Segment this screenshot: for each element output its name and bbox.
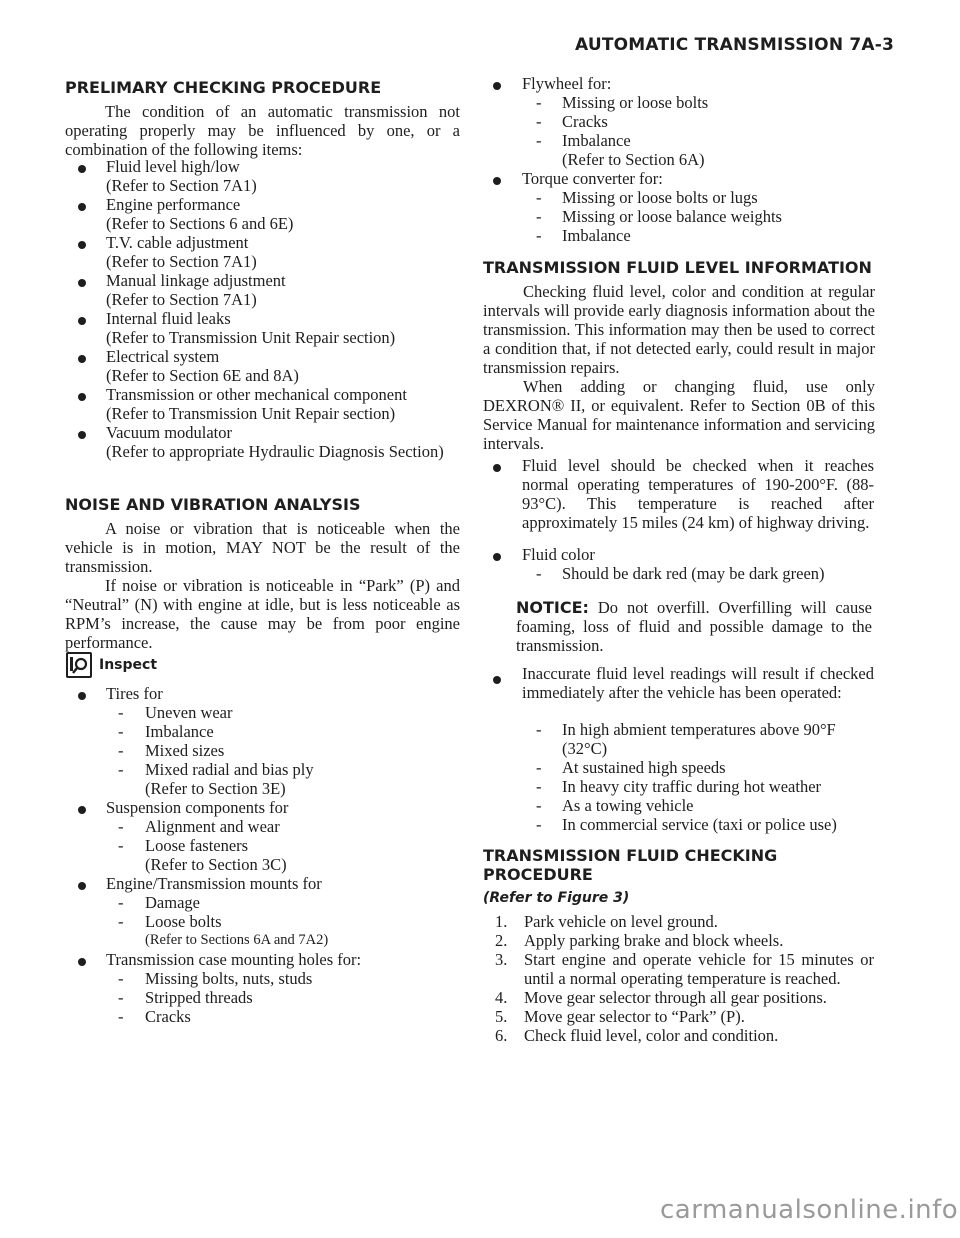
flywheel-sub-3: Imbalance — [562, 131, 631, 150]
bullet-icon — [78, 279, 86, 287]
prelim-intro: The condition of an automatic transmission not operating properly may be influenced by one, or a combination of the following items: — [65, 102, 460, 159]
dash: - — [118, 893, 124, 912]
case-item: Transmission case mounting holes for: — [106, 950, 362, 969]
dash: - — [536, 207, 542, 226]
converter-sub-3: Imbalance — [562, 226, 631, 245]
prelim-item-4: Manual linkage adjustment — [106, 271, 286, 290]
bullet-icon — [78, 431, 86, 439]
prelim-item-7: Transmission or other mechanical component — [106, 385, 407, 404]
prelim-item-4-ref: (Refer to Section 7A1) — [106, 290, 257, 309]
flywheel-sub-2: Cracks — [562, 112, 608, 131]
mounts-item: Engine/Transmission mounts for — [106, 874, 322, 893]
dash: - — [118, 1007, 124, 1026]
step-5: Move gear selector to “Park” (P). — [524, 1007, 745, 1026]
tires-sub-1: Uneven wear — [145, 703, 233, 722]
fluid-bullet-3-sub-1: In high abmient temperatures above 90°F (32°C) — [562, 720, 836, 758]
prelim-item-6: Electrical system — [106, 347, 220, 366]
dash: - — [118, 817, 124, 836]
converter-item: Torque converter for: — [522, 169, 663, 188]
fluid-bullet-3-sub-5: In commercial service (taxi or police use) — [562, 815, 837, 834]
prelim-item-5-ref: (Refer to Transmission Unit Repair section) — [106, 328, 396, 347]
notice-block — [516, 598, 872, 655]
fluid-info-p2: When adding or changing fluid, use only DEXRON® II, or equivalent. Refer to Section 0B of this Service Manual for maintenance information and servicing intervals. — [483, 377, 875, 453]
step-6: Check fluid level, color and condition. — [524, 1026, 779, 1045]
converter-sub-1: Missing or loose bolts or lugs — [562, 188, 758, 207]
tires-item: Tires for — [106, 684, 163, 703]
fluid-bullet-3: Inaccurate fluid level readings will result if checked immediately after the vehicle has been operated: — [522, 664, 874, 702]
fluid-bullet-2: Fluid color — [522, 545, 595, 564]
dash: - — [536, 720, 542, 739]
converter-sub-2: Missing or loose balance weights — [562, 207, 782, 226]
dash: - — [118, 969, 124, 988]
dash: - — [536, 815, 542, 834]
dash: - — [536, 226, 542, 245]
dash: - — [536, 112, 542, 131]
case-sub-3: Cracks — [145, 1007, 191, 1026]
fluid-info-heading: TRANSMISSION FLUID LEVEL INFORMATION — [483, 258, 872, 277]
dash: - — [118, 722, 124, 741]
case-sub-1: Missing bolts, nuts, studs — [145, 969, 313, 988]
bullet-icon — [78, 203, 86, 211]
noise-p2: If noise or vibration is noticeable in “Park” (P) and “Neutral” (N) with engine at idle, but is less noticeable as RPM’s increase, the cause may be from poor engine performance. — [65, 576, 460, 652]
dash: - — [536, 777, 542, 796]
bullet-icon — [78, 355, 86, 363]
noise-p1: A noise or vibration that is noticeable when the vehicle is in motion, MAY NOT be the result of the transmission. — [65, 519, 460, 576]
prelim-item-5: Internal fluid leaks — [106, 309, 231, 328]
prelim-item-7-ref: (Refer to Transmission Unit Repair section) — [106, 404, 396, 423]
prelim-item-2: Engine performance — [106, 195, 241, 214]
dash: - — [536, 131, 542, 150]
bullet-icon — [493, 464, 501, 472]
dash: - — [536, 93, 542, 112]
step-1: Park vehicle on level ground. — [524, 912, 718, 931]
bullet-icon — [78, 958, 86, 966]
bullet-icon — [493, 82, 501, 90]
step-3: Start engine and operate vehicle for 15 minutes or until a normal operating temperature is reached. — [524, 950, 874, 988]
tires-sub-4: Mixed radial and bias ply — [145, 760, 314, 779]
fluid-bullet-3-sub-2: At sustained high speeds — [562, 758, 726, 777]
bullet-icon — [78, 882, 86, 890]
dash: - — [536, 564, 542, 583]
noise-heading: NOISE AND VIBRATION ANALYSIS — [65, 495, 361, 514]
checking-heading-line1: TRANSMISSION FLUID CHECKING — [483, 846, 778, 865]
step-number: 1. — [495, 912, 508, 931]
prelim-heading: PRELIMARY CHECKING PROCEDURE — [65, 78, 382, 97]
inspect-icon — [66, 652, 92, 678]
step-number: 6. — [495, 1026, 508, 1045]
dash: - — [536, 796, 542, 815]
dash: - — [118, 760, 124, 779]
step-number: 2. — [495, 931, 508, 950]
dash: - — [118, 741, 124, 760]
suspension-item: Suspension components for — [106, 798, 289, 817]
mounts-sub-2: Loose bolts — [145, 912, 222, 931]
suspension-sub-1: Alignment and wear — [145, 817, 280, 836]
prelim-item-8: Vacuum modulator — [106, 423, 233, 442]
dash: - — [118, 703, 124, 722]
bullet-icon — [78, 806, 86, 814]
step-number: 5. — [495, 1007, 508, 1026]
checking-ref: (Refer to Figure 3) — [483, 890, 630, 906]
prelim-item-8-ref: (Refer to appropriate Hydraulic Diagnosis Section) — [106, 442, 444, 461]
dash: - — [118, 836, 124, 855]
bullet-icon — [78, 241, 86, 249]
bullet-icon — [493, 553, 501, 561]
notice-label: NOTICE: — [516, 598, 589, 617]
flywheel-item: Flywheel for: — [522, 74, 612, 93]
step-2: Apply parking brake and block wheels. — [524, 931, 784, 950]
prelim-item-1: Fluid level high/low — [106, 157, 240, 176]
inspect-label: Inspect — [99, 657, 158, 673]
flywheel-ref: (Refer to Section 6A) — [562, 150, 705, 169]
prelim-item-3: T.V. cable adjustment — [106, 233, 249, 252]
bullet-icon — [78, 317, 86, 325]
case-sub-2: Stripped threads — [145, 988, 253, 1007]
dash: - — [118, 988, 124, 1007]
step-4: Move gear selector through all gear positions. — [524, 988, 827, 1007]
prelim-item-6-ref: (Refer to Section 6E and 8A) — [106, 366, 299, 385]
flywheel-sub-1: Missing or loose bolts — [562, 93, 709, 112]
fluid-bullet-1: Fluid level should be checked when it reaches normal operating temperatures of 190-200°F. (88-93°C). This temperature is reached after approximately 15 miles (24 km) of highway driving. — [522, 456, 874, 532]
bullet-icon — [493, 676, 501, 684]
bullet-icon — [78, 393, 86, 401]
fluid-bullet-3-sub-4: As a towing vehicle — [562, 796, 694, 815]
tires-sub-3: Mixed sizes — [145, 741, 225, 760]
prelim-item-2-ref: (Refer to Sections 6 and 6E) — [106, 214, 294, 233]
mounts-sub-1: Damage — [145, 893, 200, 912]
suspension-sub-2: Loose fasteners — [145, 836, 249, 855]
watermark: carmanualsonline.info — [660, 1195, 959, 1225]
fluid-bullet-2-sub: Should be dark red (may be dark green) — [562, 564, 825, 583]
prelim-item-3-ref: (Refer to Section 7A1) — [106, 252, 257, 271]
dash: - — [118, 912, 124, 931]
bullet-icon — [78, 692, 86, 700]
suspension-ref: (Refer to Section 3C) — [145, 855, 287, 874]
checking-heading-line2: PROCEDURE — [483, 865, 593, 884]
dash: - — [536, 758, 542, 777]
bullet-icon — [493, 177, 501, 185]
bullet-icon — [78, 165, 86, 173]
prelim-item-1-ref: (Refer to Section 7A1) — [106, 176, 257, 195]
step-number: 4. — [495, 988, 508, 1007]
tires-ref: (Refer to Section 3E) — [145, 779, 286, 798]
dash: - — [536, 188, 542, 207]
fluid-bullet-3-sub-3: In heavy city traffic during hot weather — [562, 777, 822, 796]
tires-sub-2: Imbalance — [145, 722, 214, 741]
fluid-info-p1: Checking fluid level, color and condition at regular intervals will provide early diagnosis information about the transmission. This information may then be used to correct a condition that, if not detected early, could result in major transmission repairs. — [483, 282, 875, 377]
step-number: 3. — [495, 950, 508, 969]
page-header: AUTOMATIC TRANSMISSION 7A-3 — [575, 35, 895, 55]
mounts-ref: (Refer to Sections 6A and 7A2) — [145, 932, 329, 948]
notice-text: Do not overfill. Overfilling will cause foaming, loss of fluid and possible damage to the transmission. — [516, 598, 872, 655]
